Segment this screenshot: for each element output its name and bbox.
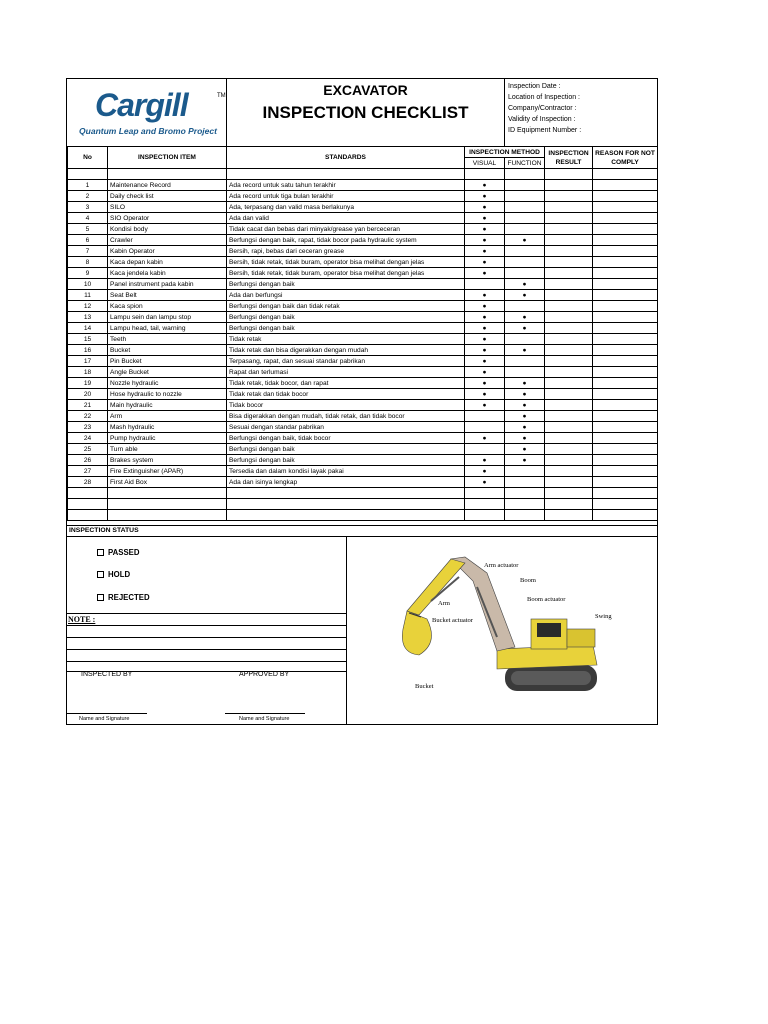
table-row	[68, 455, 658, 466]
row-standard: Ada dan isinya lengkap	[227, 477, 465, 488]
row-visual-mark: ●	[465, 367, 505, 378]
excavator-diagram	[347, 537, 657, 725]
info-fields	[505, 79, 659, 146]
table-row	[68, 290, 658, 301]
row-standard: Sesuai dengan standar pabrikan	[227, 422, 465, 433]
row-function-mark	[505, 477, 545, 488]
row-number: 16	[68, 345, 108, 356]
row-visual-mark	[465, 422, 505, 433]
cargill-logo: Cargill	[95, 87, 188, 123]
row-visual-mark	[465, 411, 505, 422]
arm-icon	[407, 559, 465, 615]
row-result-cell[interactable]	[545, 400, 593, 411]
row-standard: Berfungsi dengan baik	[227, 455, 465, 466]
row-standard: Tidak retak, tidak bocor, dan rapat	[227, 378, 465, 389]
row-result-cell[interactable]	[545, 367, 593, 378]
row-result-cell[interactable]	[545, 323, 593, 334]
col-visual: VISUAL	[465, 158, 505, 169]
row-function-mark: ●	[505, 378, 545, 389]
row-function-mark: ●	[505, 400, 545, 411]
row-standard: Tidak retak	[227, 334, 465, 345]
row-standard: Tersedia dan dalam kondisi layak pakai	[227, 466, 465, 477]
row-standard: Berfungsi dengan baik dan tidak retak	[227, 301, 465, 312]
table-row	[68, 411, 658, 422]
row-number: 3	[68, 202, 108, 213]
row-inspection-item: Angle Bucket	[108, 367, 227, 378]
row-visual-mark: ●	[465, 301, 505, 312]
row-result-cell[interactable]	[545, 312, 593, 323]
row-visual-mark: ●	[465, 378, 505, 389]
row-function-mark	[505, 180, 545, 191]
row-result-cell[interactable]	[545, 444, 593, 455]
row-result-cell[interactable]	[545, 455, 593, 466]
row-function-mark: ●	[505, 279, 545, 290]
row-inspection-item: Fire Extinguisher (APAR)	[108, 466, 227, 477]
row-reason-cell[interactable]	[593, 202, 658, 213]
blank-row	[68, 499, 658, 510]
row-function-mark	[505, 367, 545, 378]
row-number: 28	[68, 477, 108, 488]
row-visual-mark: ●	[465, 455, 505, 466]
col-result: INSPECTION RESULT	[545, 147, 593, 169]
row-number: 15	[68, 334, 108, 345]
row-visual-mark: ●	[465, 257, 505, 268]
row-inspection-item: Lampu head, tail, warning	[108, 323, 227, 334]
blank-cell	[505, 499, 545, 510]
row-standard: Ada, terpasang dan valid masa berlakunya	[227, 202, 465, 213]
blank-cell	[108, 488, 227, 499]
row-inspection-item: Main hydraulic	[108, 400, 227, 411]
row-inspection-item: SIO Operator	[108, 213, 227, 224]
checkbox-icon[interactable]	[97, 571, 104, 578]
row-reason-cell[interactable]	[593, 191, 658, 202]
row-result-cell[interactable]	[545, 224, 593, 235]
inspector-signature-line[interactable]	[67, 713, 147, 714]
row-function-mark	[505, 334, 545, 345]
row-result-cell[interactable]	[545, 301, 593, 312]
row-reason-cell[interactable]	[593, 213, 658, 224]
row-inspection-item: Bucket	[108, 345, 227, 356]
row-inspection-item: Seat Belt	[108, 290, 227, 301]
row-function-mark: ●	[505, 389, 545, 400]
row-visual-mark: ●	[465, 389, 505, 400]
row-number: 4	[68, 213, 108, 224]
row-visual-mark: ●	[465, 213, 505, 224]
blank-cell	[108, 510, 227, 521]
table-row	[68, 466, 658, 477]
checkbox-icon[interactable]	[97, 549, 104, 556]
row-result-cell[interactable]	[545, 411, 593, 422]
row-standard: Ada dan berfungsi	[227, 290, 465, 301]
row-reason-cell[interactable]	[593, 312, 658, 323]
row-function-mark: ●	[505, 323, 545, 334]
row-function-mark	[505, 466, 545, 477]
row-standard: Ada record untuk tiga bulan terakhir	[227, 191, 465, 202]
row-standard: Tidak retak dan bisa digerakkan dengan mudah	[227, 345, 465, 356]
row-reason-cell[interactable]	[593, 257, 658, 268]
option-passed[interactable]: PASSED	[97, 548, 139, 557]
table-row	[68, 312, 658, 323]
row-visual-mark	[465, 444, 505, 455]
table-row	[68, 279, 658, 290]
row-reason-cell[interactable]	[593, 444, 658, 455]
row-visual-mark: ●	[465, 466, 505, 477]
table-row	[68, 202, 658, 213]
table-row	[68, 389, 658, 400]
blank-cell	[465, 510, 505, 521]
row-number: 7	[68, 246, 108, 257]
blank-cell[interactable]	[545, 499, 593, 510]
label-arm-actuator: Arm actuator	[484, 562, 519, 569]
blank-cell	[227, 488, 465, 499]
col-method: INSPECTION METHOD	[465, 147, 545, 158]
inspection-status-heading: INSPECTION STATUS	[67, 525, 657, 537]
row-function-mark	[505, 213, 545, 224]
row-function-mark: ●	[505, 455, 545, 466]
row-standard: Ada dan valid	[227, 213, 465, 224]
note-label: NOTE :	[68, 615, 96, 624]
row-function-mark	[505, 191, 545, 202]
inspected-by-label: INSPECTED BY	[81, 671, 133, 678]
row-inspection-item: Brakes system	[108, 455, 227, 466]
row-reason-cell[interactable]	[593, 180, 658, 191]
checkbox-icon[interactable]	[97, 594, 104, 601]
row-standard: Ada record untuk satu tahun terakhir	[227, 180, 465, 191]
table-row	[68, 268, 658, 279]
col-reason: REASON FOR NOT COMPLY	[593, 147, 658, 169]
label-boom: Boom	[520, 577, 536, 584]
blank-cell[interactable]	[593, 488, 658, 499]
row-function-mark	[505, 257, 545, 268]
table-row	[68, 334, 658, 345]
status-panel	[67, 537, 347, 725]
row-number: 21	[68, 400, 108, 411]
row-reason-cell[interactable]	[593, 477, 658, 488]
row-standard: Tidak retak dan tidak bocor	[227, 389, 465, 400]
row-number: 14	[68, 323, 108, 334]
row-inspection-item: Teeth	[108, 334, 227, 345]
blank-cell	[108, 499, 227, 510]
row-reason-cell[interactable]	[593, 334, 658, 345]
row-standard: Rapat dan terlumasi	[227, 367, 465, 378]
row-number: 19	[68, 378, 108, 389]
label-bucket-actuator: Bucket actuator	[432, 617, 473, 624]
row-number: 2	[68, 191, 108, 202]
row-reason-cell[interactable]	[593, 290, 658, 301]
row-visual-mark: ●	[465, 334, 505, 345]
title-area	[227, 79, 505, 146]
option-rejected[interactable]: REJECTED	[97, 593, 150, 602]
row-visual-mark: ●	[465, 191, 505, 202]
row-standard: Bersih, tidak retak, tidak buram, operator bisa melihat dengan jelas	[227, 268, 465, 279]
row-number: 18	[68, 367, 108, 378]
row-standard: Bisa digerakkan dengan mudah, tidak retak, dan tidak bocor	[227, 411, 465, 422]
table-row	[68, 246, 658, 257]
row-number: 25	[68, 444, 108, 455]
row-inspection-item: Arm	[108, 411, 227, 422]
table-row	[68, 323, 658, 334]
approver-signature-line[interactable]	[225, 713, 305, 714]
table-row	[68, 235, 658, 246]
row-function-mark: ●	[505, 444, 545, 455]
table-row	[68, 191, 658, 202]
table-row	[68, 477, 658, 488]
row-standard: Berfungsi dengan baik	[227, 323, 465, 334]
row-function-mark	[505, 356, 545, 367]
blank-cell[interactable]	[545, 488, 593, 499]
row-result-cell[interactable]	[545, 279, 593, 290]
row-reason-cell[interactable]	[593, 400, 658, 411]
row-visual-mark: ●	[465, 180, 505, 191]
row-result-cell[interactable]	[545, 202, 593, 213]
row-inspection-item: Pin Bucket	[108, 356, 227, 367]
row-visual-mark: ●	[465, 323, 505, 334]
row-inspection-item: Maintenance Record	[108, 180, 227, 191]
row-function-mark: ●	[505, 312, 545, 323]
blank-row	[68, 510, 658, 521]
row-function-mark: ●	[505, 290, 545, 301]
row-number: 8	[68, 257, 108, 268]
row-reason-cell[interactable]	[593, 246, 658, 257]
row-function-mark: ●	[505, 235, 545, 246]
row-reason-cell[interactable]	[593, 279, 658, 290]
row-reason-cell[interactable]	[593, 345, 658, 356]
blank-cell	[68, 488, 108, 499]
row-standard: Berfungsi dengan baik, tidak bocor	[227, 433, 465, 444]
option-hold[interactable]: HOLD	[97, 570, 130, 579]
row-visual-mark: ●	[465, 235, 505, 246]
row-result-cell[interactable]	[545, 246, 593, 257]
col-function: FUNCTION	[505, 158, 545, 169]
label-boom-actuator: Boom actuator	[527, 596, 566, 603]
row-number: 10	[68, 279, 108, 290]
row-result-cell[interactable]	[545, 378, 593, 389]
row-inspection-item: Kaca spion	[108, 301, 227, 312]
row-result-cell[interactable]	[545, 334, 593, 345]
row-result-cell[interactable]	[545, 345, 593, 356]
inspection-date-field[interactable]: Inspection Date :	[508, 83, 561, 90]
blank-cell	[505, 488, 545, 499]
row-number: 11	[68, 290, 108, 301]
row-inspection-item: Kabin Operator	[108, 246, 227, 257]
row-number: 6	[68, 235, 108, 246]
row-number: 27	[68, 466, 108, 477]
table-row	[68, 444, 658, 455]
blank-cell[interactable]	[593, 510, 658, 521]
row-inspection-item: Crawler	[108, 235, 227, 246]
validity-field[interactable]: Validity of Inspection :	[508, 116, 576, 123]
label-bucket: Bucket	[415, 683, 434, 690]
blank-row	[68, 169, 658, 180]
table-row	[68, 422, 658, 433]
row-number: 20	[68, 389, 108, 400]
row-result-cell[interactable]	[545, 433, 593, 444]
row-inspection-item: Daily check list	[108, 191, 227, 202]
row-number: 13	[68, 312, 108, 323]
row-standard: Berfungsi dengan baik	[227, 279, 465, 290]
row-function-mark: ●	[505, 345, 545, 356]
row-inspection-item: First Aid Box	[108, 477, 227, 488]
label-arm: Arm	[438, 600, 450, 607]
row-reason-cell[interactable]	[593, 378, 658, 389]
row-result-cell[interactable]	[545, 235, 593, 246]
row-result-cell[interactable]	[545, 466, 593, 477]
row-standard: Tidak bocor	[227, 400, 465, 411]
col-standards: STANDARDS	[227, 147, 465, 169]
row-visual-mark: ●	[465, 356, 505, 367]
row-number: 12	[68, 301, 108, 312]
row-standard: Berfungsi dengan baik	[227, 444, 465, 455]
row-result-cell[interactable]	[545, 290, 593, 301]
table-row	[68, 356, 658, 367]
row-inspection-item: Mash hydraulic	[108, 422, 227, 433]
inspector-name-label: Name and Signature	[79, 716, 130, 722]
row-number: 1	[68, 180, 108, 191]
table-row	[68, 301, 658, 312]
row-reason-cell[interactable]	[593, 411, 658, 422]
row-function-mark	[505, 202, 545, 213]
bucket-icon	[402, 611, 431, 655]
row-function-mark	[505, 224, 545, 235]
row-reason-cell[interactable]	[593, 466, 658, 477]
row-reason-cell[interactable]	[593, 455, 658, 466]
blank-cell	[505, 510, 545, 521]
row-standard: Berfungsi dengan baik, rapat, tidak bocor pada hydraulic system	[227, 235, 465, 246]
row-result-cell[interactable]	[545, 477, 593, 488]
row-standard: Tidak cacat dan bebas dari minyak/grease yan berceceran	[227, 224, 465, 235]
blank-cell[interactable]	[593, 499, 658, 510]
row-inspection-item: Kaca jendela kabin	[108, 268, 227, 279]
row-reason-cell[interactable]	[593, 367, 658, 378]
company-field[interactable]: Company/Contractor :	[508, 105, 577, 112]
row-number: 17	[68, 356, 108, 367]
table-row	[68, 345, 658, 356]
row-inspection-item: Kondisi body	[108, 224, 227, 235]
location-field[interactable]: Location of Inspection :	[508, 94, 580, 101]
row-visual-mark: ●	[465, 400, 505, 411]
row-function-mark	[505, 301, 545, 312]
row-reason-cell[interactable]	[593, 433, 658, 444]
equipment-id-field[interactable]: ID Equipment Number :	[508, 127, 582, 134]
table-row	[68, 433, 658, 444]
blank-cell	[465, 488, 505, 499]
row-function-mark	[505, 246, 545, 257]
blank-cell[interactable]	[545, 510, 593, 521]
inspection-sheet	[66, 78, 658, 725]
blank-row	[68, 488, 658, 499]
row-inspection-item: Lampu sein dan lampu stop	[108, 312, 227, 323]
row-visual-mark: ●	[465, 224, 505, 235]
blank-cell	[68, 510, 108, 521]
row-reason-cell[interactable]	[593, 323, 658, 334]
row-number: 22	[68, 411, 108, 422]
row-inspection-item: Kaca depan kabin	[108, 257, 227, 268]
col-item: INSPECTION ITEM	[108, 147, 227, 169]
row-reason-cell[interactable]	[593, 356, 658, 367]
label-swing: Swing	[595, 613, 612, 620]
row-result-cell[interactable]	[545, 191, 593, 202]
row-result-cell[interactable]	[545, 257, 593, 268]
table-row	[68, 257, 658, 268]
row-number: 26	[68, 455, 108, 466]
blank-cell	[68, 499, 108, 510]
row-number: 24	[68, 433, 108, 444]
row-reason-cell[interactable]	[593, 389, 658, 400]
row-visual-mark: ●	[465, 202, 505, 213]
row-reason-cell[interactable]	[593, 268, 658, 279]
row-function-mark: ●	[505, 433, 545, 444]
row-visual-mark	[465, 279, 505, 290]
title-checklist: INSPECTION CHECKLIST	[262, 103, 469, 122]
table-row	[68, 378, 658, 389]
row-visual-mark: ●	[465, 246, 505, 257]
row-visual-mark: ●	[465, 433, 505, 444]
row-result-cell[interactable]	[545, 389, 593, 400]
row-standard: Bersih, rapi, bebas dari ceceran grease	[227, 246, 465, 257]
approved-by-label: APPROVED BY	[239, 671, 290, 678]
table-row	[68, 224, 658, 235]
row-visual-mark: ●	[465, 477, 505, 488]
table-row	[68, 213, 658, 224]
row-visual-mark: ●	[465, 290, 505, 301]
checklist-table	[67, 146, 658, 521]
row-inspection-item: Pump hydraulic	[108, 433, 227, 444]
row-reason-cell[interactable]	[593, 235, 658, 246]
row-inspection-item: Panel instrument pada kabin	[108, 279, 227, 290]
row-result-cell[interactable]	[545, 268, 593, 279]
table-row	[68, 367, 658, 378]
logo-area	[67, 79, 227, 146]
row-result-cell[interactable]	[545, 180, 593, 191]
row-reason-cell[interactable]	[593, 224, 658, 235]
row-reason-cell[interactable]	[593, 301, 658, 312]
row-result-cell[interactable]	[545, 422, 593, 433]
row-inspection-item: Nozzle hydraulic	[108, 378, 227, 389]
row-visual-mark: ●	[465, 312, 505, 323]
row-reason-cell[interactable]	[593, 422, 658, 433]
row-number: 9	[68, 268, 108, 279]
table-row	[68, 180, 658, 191]
blank-cell	[465, 499, 505, 510]
row-number: 23	[68, 422, 108, 433]
title-equipment: EXCAVATOR	[323, 82, 408, 98]
row-visual-mark: ●	[465, 345, 505, 356]
row-standard: Bersih, tidak retak, tidak buram, operator bisa melihat dengan jelas	[227, 257, 465, 268]
row-standard: Berfungsi dengan baik	[227, 312, 465, 323]
col-no: No	[68, 147, 108, 169]
row-function-mark: ●	[505, 411, 545, 422]
row-visual-mark: ●	[465, 268, 505, 279]
row-inspection-item: Hose hydraulic to nozzle	[108, 389, 227, 400]
logo-trademark: TM	[217, 93, 226, 99]
project-name: Quantum Leap and Bromo Project	[79, 126, 217, 136]
row-function-mark	[505, 268, 545, 279]
row-result-cell[interactable]	[545, 213, 593, 224]
table-row	[68, 400, 658, 411]
row-result-cell[interactable]	[545, 356, 593, 367]
row-inspection-item: Turn able	[108, 444, 227, 455]
row-number: 5	[68, 224, 108, 235]
row-function-mark: ●	[505, 422, 545, 433]
blank-cell	[227, 510, 465, 521]
row-standard: Terpasang, rapat, dan sesuai standar pabrikan	[227, 356, 465, 367]
blank-cell	[227, 499, 465, 510]
row-inspection-item: SILO	[108, 202, 227, 213]
approver-name-label: Name and Signature	[239, 716, 290, 722]
